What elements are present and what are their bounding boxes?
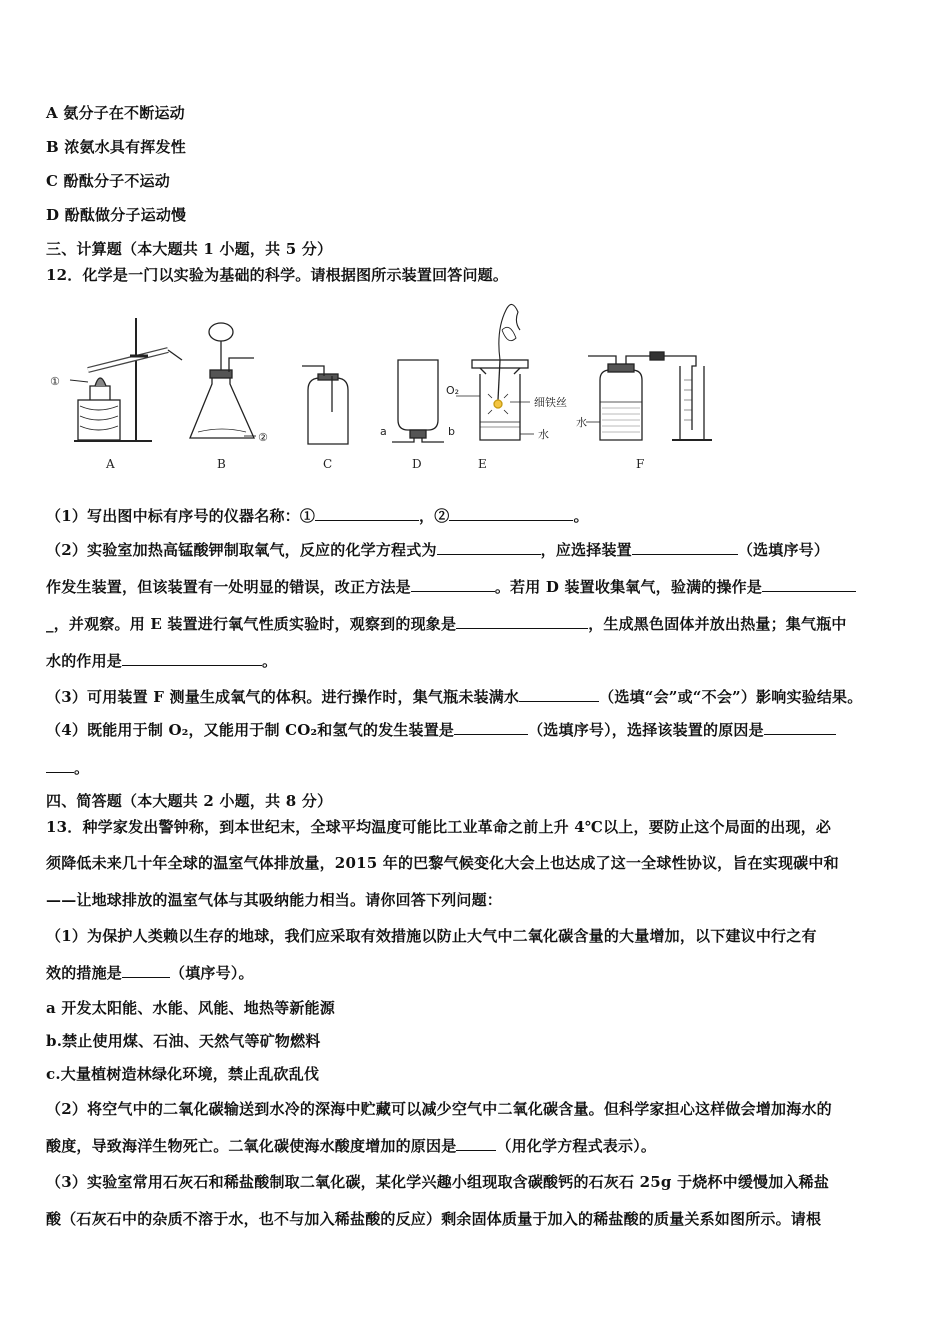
answer-blank[interactable] — [122, 651, 262, 666]
marker-2: ② — [258, 431, 268, 444]
answer-blank[interactable] — [764, 720, 836, 735]
q12-part2-line1: （2）实验室加热高锰酸钾制取氧气，反应的化学方程式为 ，应选择装置 （选填序号） — [46, 541, 830, 559]
q12-part2-line3: _，并观察。用 E 装置进行氧气性质实验时，观察到的现象是 ，生成黑色固体并放出热量；集气瓶中 — [46, 615, 847, 633]
marker-1: ① — [50, 375, 60, 388]
label-iron-wire: 细铁丝 — [534, 396, 567, 409]
q12-part4-end: 。 — [46, 758, 89, 778]
answer-blank[interactable] — [454, 720, 528, 735]
option-a: A 氨分子在不断运动 — [46, 104, 185, 122]
section-4-heading: 四、简答题（本大题共 2 小题，共 8 分） — [46, 792, 333, 810]
answer-blank[interactable] — [456, 614, 588, 629]
caption-d: D — [412, 457, 422, 471]
q13-part1-line1: （1）为保护人类赖以生存的地球，我们应采取有效措施以防止大气中二氧化碳含量的大量增加，以下建议中行之有 — [46, 927, 817, 945]
q13-part2-line2: 酸度，导致海洋生物死亡。二氧化碳使海水酸度增加的原因是 （用化学方程式表示）。 — [46, 1137, 657, 1155]
label-b: b — [448, 425, 455, 438]
option-c: C 酚酞分子不运动 — [46, 172, 170, 190]
q12-part3: （3）可用装置 F 测量生成氧气的体积。进行操作时，集气瓶未装满水 （选填“会”或“不会”）影响实验结果。 — [46, 688, 863, 706]
q13-line3: ——让地球排放的温室气体与其吸纳能力相当。请你回答下列问题： — [46, 891, 503, 909]
answer-blank[interactable] — [411, 577, 495, 592]
answer-blank[interactable] — [632, 540, 738, 555]
option-b: B 浓氨水具有挥发性 — [46, 138, 186, 156]
q13-option-a: a 开发太阳能、水能、风能、地热等新能源 — [46, 999, 335, 1017]
q13-line2: 须降低未来几十年全球的温室气体排放量，2015 年的巴黎气候变化大会上也达成了这一全球性协议，旨在实现碳中和 — [46, 854, 839, 872]
q12-part2-line4: 水的作用是 。 — [46, 652, 278, 670]
q12-part1: （1）写出图中标有序号的仪器名称：① ，② 。 — [46, 507, 589, 525]
caption-f: F — [636, 457, 645, 471]
question-12-stem: 12．化学是一门以实验为基础的科学。请根据图所示装置回答问题。 — [46, 266, 509, 284]
answer-blank[interactable] — [449, 506, 573, 521]
apparatus-b — [190, 323, 268, 471]
label-o2: O₂ — [446, 384, 460, 397]
apparatus-f — [576, 352, 712, 471]
caption-b: B — [217, 457, 226, 471]
apparatus-d — [380, 360, 455, 471]
q13-option-b: b.禁止使用煤、石油、天然气等矿物燃料 — [46, 1032, 321, 1050]
q13-part2-line1: （2）将空气中的二氧化碳输送到水冷的深海中贮藏可以减少空气中二氧化碳含量。但科学家担心这样做会增加海水的 — [46, 1100, 832, 1118]
apparatus-e — [446, 304, 567, 471]
q13-part1-line2: 效的措施是 （填序号）。 — [46, 964, 254, 982]
q13-part3-line2: 酸（石灰石中的杂质不溶于水，也不与加入稀盐酸的反应）剩余固体质量于加入的稀盐酸的质量关系如图所示。请根 — [46, 1210, 822, 1228]
answer-blank[interactable] — [456, 1136, 496, 1151]
q12-part4: （4）既能用于制 O₂，又能用于制 CO₂和氢气的发生装置是 （选填序号），选择该装置的原因是 — [46, 720, 836, 740]
caption-c: C — [323, 457, 333, 471]
answer-blank[interactable] — [46, 758, 74, 773]
q13-option-c: c.大量植树造林绿化环境，禁止乱砍乱伐 — [46, 1065, 320, 1083]
label-water-e: 水 — [538, 428, 549, 441]
q12-part2-line2: 作发生装置，但该装置有一处明显的错误，改正方法是 。若用 D 装置收集氧气，验满的操作是 — [46, 577, 856, 597]
q13-line1: 13．种学家发出警钟称，到本世纪末，全球平均温度可能比工业革命之前上升 4℃以上，要防止这个局面的出现，必 — [46, 818, 832, 836]
answer-blank[interactable] — [519, 687, 599, 702]
answer-blank[interactable] — [762, 577, 856, 592]
caption-e: E — [478, 457, 487, 471]
label-a: a — [380, 425, 387, 438]
option-d: D 酚酞做分子运动慢 — [46, 206, 187, 224]
caption-a: A — [106, 457, 115, 471]
apparatus-figure — [40, 290, 920, 480]
apparatus-a — [50, 318, 182, 471]
answer-blank[interactable] — [315, 506, 419, 521]
answer-blank[interactable] — [437, 540, 541, 555]
label-water-f: 水 — [576, 416, 587, 429]
apparatus-c — [302, 366, 348, 471]
q13-part3-line1: （3）实验室常用石灰石和稀盐酸制取二氧化碳，某化学兴趣小组现取含碳酸钙的石灰石 25g 于烧杯中缓慢加入稀盐 — [46, 1173, 830, 1191]
section-3-heading: 三、计算题（本大题共 1 小题，共 5 分） — [46, 240, 333, 258]
answer-blank[interactable] — [122, 963, 170, 978]
